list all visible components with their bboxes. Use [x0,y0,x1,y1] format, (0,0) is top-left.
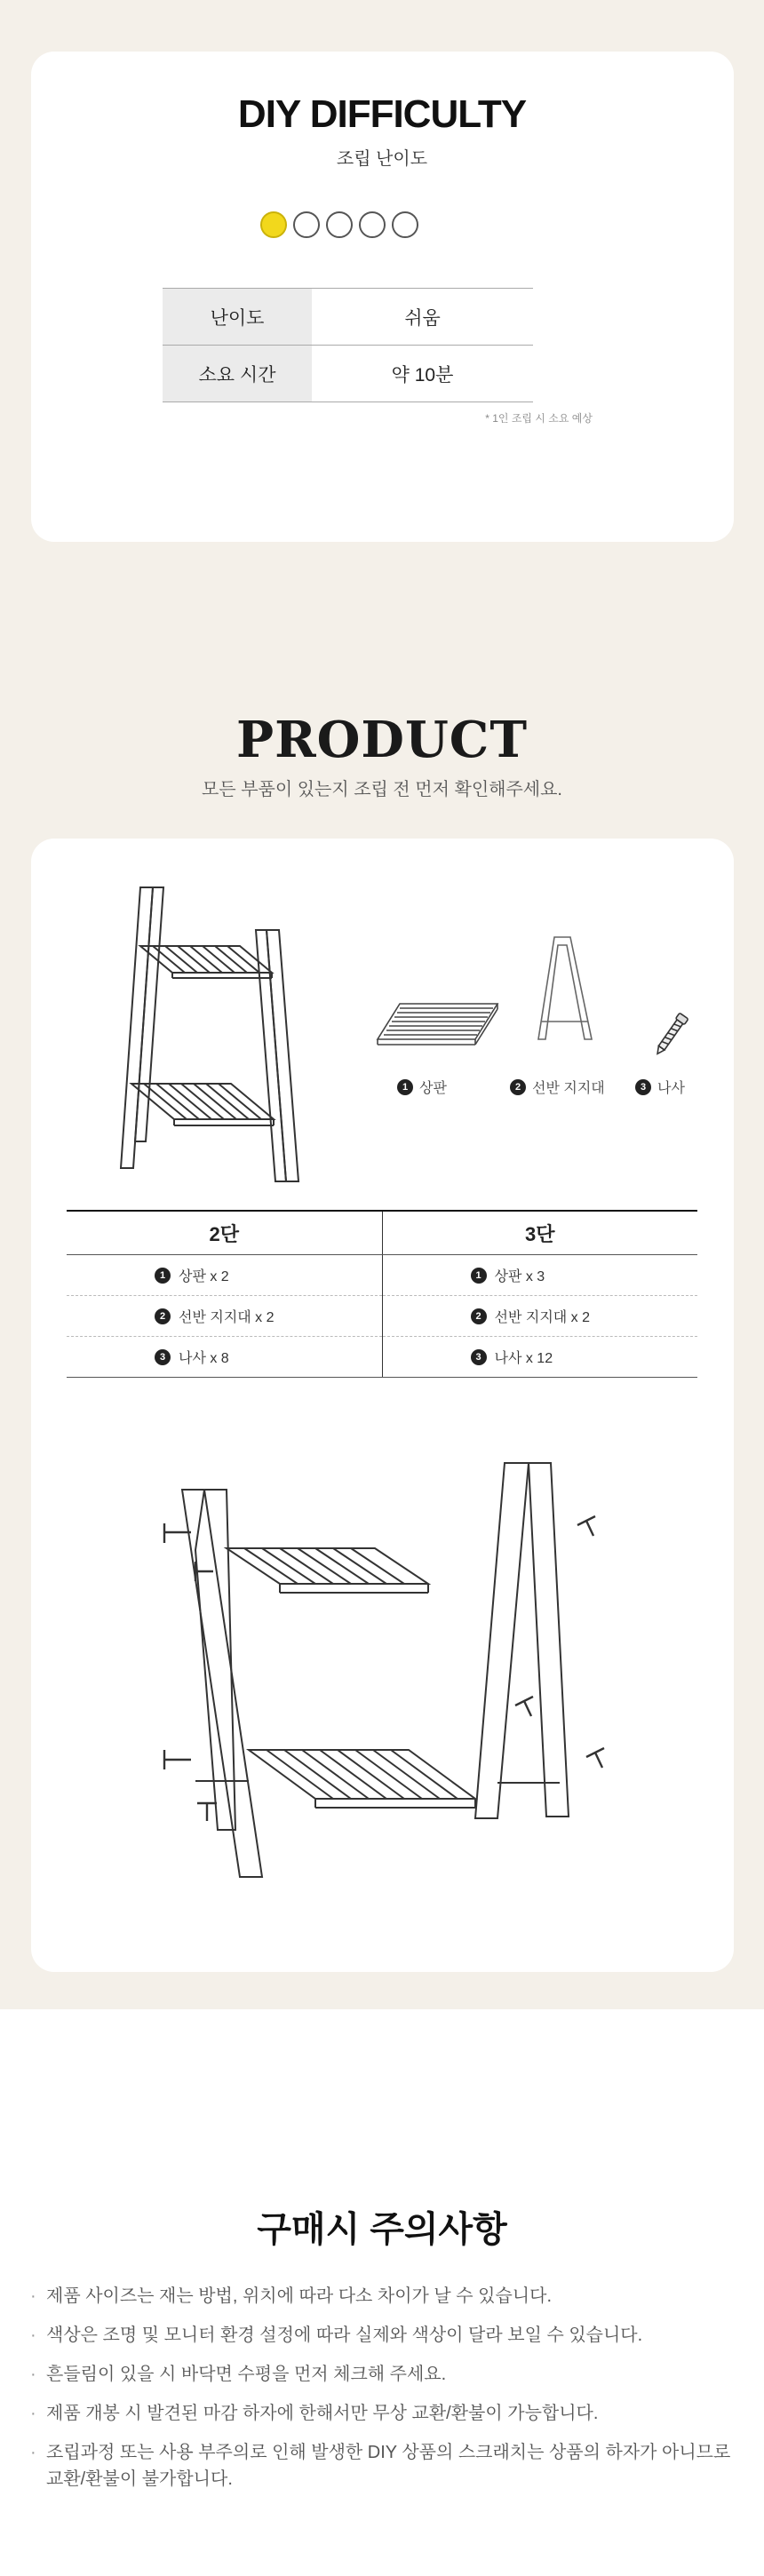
notice-list [34,2283,736,2505]
difficulty-rating [260,211,418,238]
table-cell: 선반 지지대 x 2 [494,1310,591,1325]
table-cell: 상판 x 2 [179,1269,229,1284]
part-label-text: 선반 지지대 [532,1081,605,1096]
assembled-shelf-illustration [89,875,320,1195]
table-row [163,346,533,402]
shelf-support-illustration [535,933,597,1048]
list-item: · 제품 사이즈는 재는 방법, 위치에 따라 다소 차이가 날 수 있습니다. [34,2283,736,2310]
parts-table [67,1210,697,1378]
list-item: · 조립과정 또는 사용 부주의로 인해 발생한 DIY 상품의 스크래치는 상품의 하자가 아니므로 교환/환불이 불가합니다. [34,2439,736,2493]
difficulty-dot-empty [293,211,320,238]
time-key: 소요 시간 [163,346,312,402]
difficulty-dot-empty [359,211,386,238]
number-badge: 3 [635,1079,651,1095]
difficulty-note: * 1인 조립 시 소요 예상 [485,412,593,425]
top-panel-illustration [373,995,506,1066]
part-label-top-panel [397,1077,447,1097]
difficulty-dot-filled [260,211,287,238]
number-badge: 1 [155,1268,171,1284]
notice-title: 구매시 주의사항 [257,2210,507,2249]
number-badge: 2 [471,1308,487,1324]
assembly-diagram-illustration [142,1443,640,1905]
difficulty-value: 쉬움 [312,289,533,346]
column-header-2tier: 2단 [67,1211,382,1255]
table-cell: 나사 x 8 [179,1351,229,1366]
list-item: · 흔들림이 있을 시 바닥면 수평을 먼저 체크해 주세요. [34,2361,736,2388]
table-cell: 선반 지지대 x 2 [179,1310,275,1325]
list-item: · 색상은 조명 및 모니터 환경 설정에 따라 실제와 색상이 달라 보일 수 있습니다. [34,2322,736,2349]
part-label-screw [635,1077,685,1097]
screw-illustration [649,1008,693,1061]
part-label-text: 상판 [419,1081,447,1096]
number-badge: 1 [471,1268,487,1284]
product-title: PRODUCT [235,711,529,769]
number-badge: 3 [471,1349,487,1365]
difficulty-title: DIY DIFFICULTY [237,92,527,136]
number-badge: 2 [155,1308,171,1324]
column-header-3tier: 3단 [382,1211,697,1255]
table-row [67,1337,697,1378]
table-row [163,289,533,346]
table-header-row [67,1211,697,1255]
list-item: · 제품 개봉 시 발견된 마감 하자에 한해서만 무상 교환/환불이 가능합니다. [34,2400,736,2427]
difficulty-subtitle: 조립 난이도 [336,149,428,169]
difficulty-dot-empty [392,211,418,238]
number-badge: 3 [155,1349,171,1365]
table-cell: 상판 x 3 [494,1269,545,1284]
difficulty-dot-empty [326,211,353,238]
part-label-shelf-support [510,1077,605,1097]
number-badge: 1 [397,1079,413,1095]
difficulty-key: 난이도 [163,289,312,346]
number-badge: 2 [510,1079,526,1095]
product-subtitle: 모든 부품이 있는지 조립 전 먼저 확인해주세요. [202,780,562,799]
part-label-text: 나사 [657,1081,685,1096]
difficulty-table [163,288,533,402]
table-row [67,1255,697,1296]
table-cell: 나사 x 12 [494,1351,553,1366]
time-value: 약 10분 [312,346,533,402]
table-row [67,1296,697,1337]
